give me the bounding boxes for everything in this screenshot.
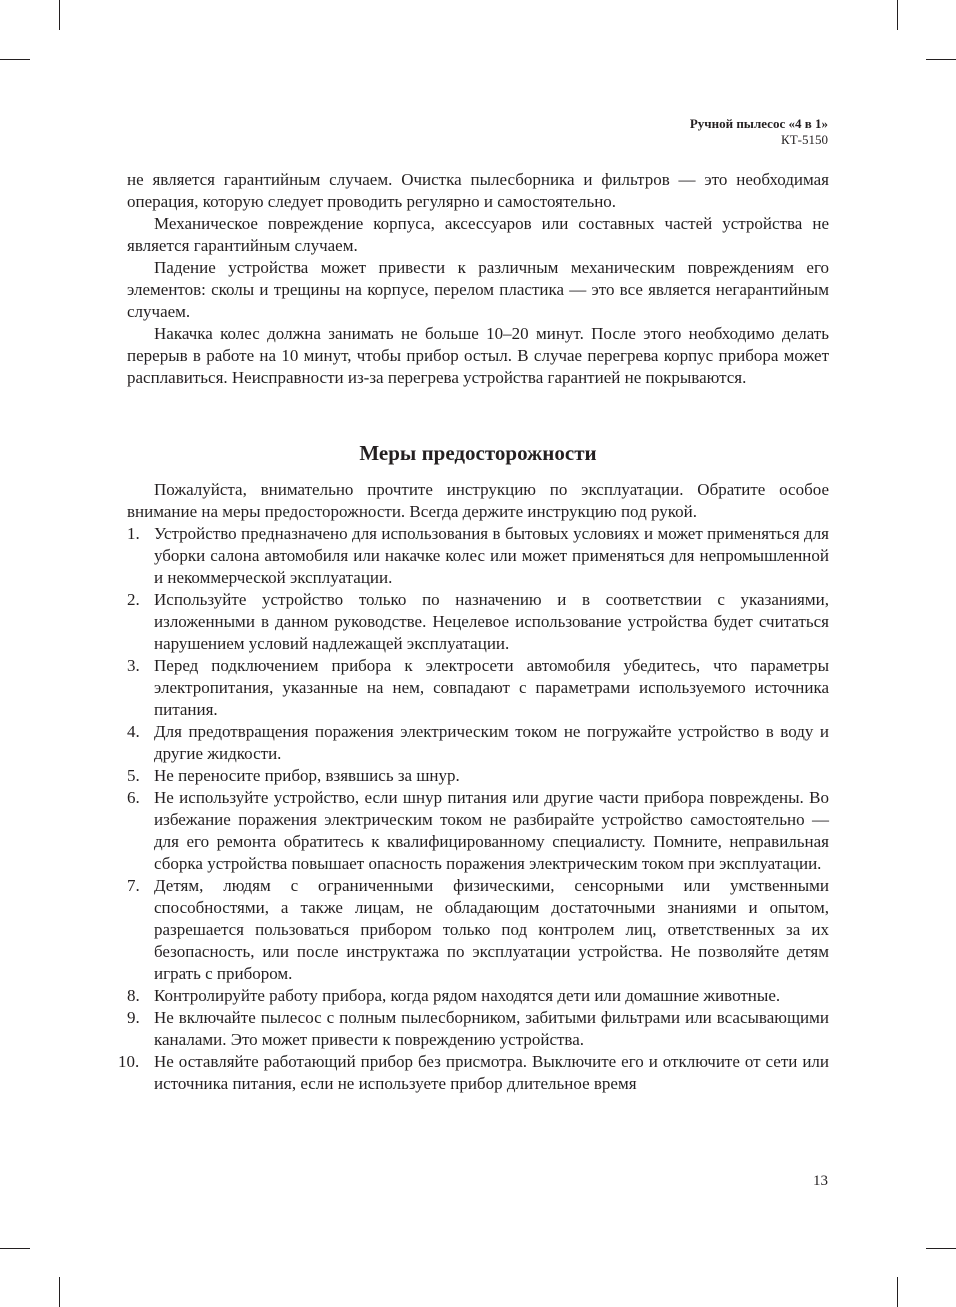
page-body	[118, 169, 829, 1095]
list-item-number: 7.	[127, 876, 140, 895]
list-item-number: 6.	[127, 788, 140, 807]
list-item-text: Перед подключением прибора к электросети автомобиля убедитесь, что параметры электропитания, указанные на нем, совпадают с параметрами используемого источника питания.	[154, 656, 829, 719]
list-item-text: Не используйте устройство, если шнур питания или другие части прибора повреждены. Во избежание поражения электрическим током не разбирайте устройство самостоятельно — для его ремонта обратитесь к квалифицированному специалисту. Помните, неправильная сборка устройства повышает опасность поражения электрическим током при эксплуатации.	[154, 788, 829, 873]
list-item-number: 4.	[127, 722, 140, 741]
list-item	[127, 721, 829, 765]
list-item	[127, 875, 829, 985]
list-item	[127, 1007, 829, 1051]
list-item-text: Устройство предназначено для использования в бытовых условиях и может применяться для уборки салона автомобиля или накачке колес или может применяться для непромышленной и некоммерческой эксплуатации.	[154, 524, 829, 587]
list-item-text: Не включайте пылесос с полным пылесборником, забитыми фильтрами или всасывающими каналами. Это может привести к повреждению устройства.	[154, 1008, 829, 1049]
list-item-text: Не переносите прибор, взявшись за шнур.	[154, 766, 460, 785]
list-item-text: Контролируйте работу прибора, когда рядом находятся дети или домашние животные.	[154, 986, 781, 1005]
intro-paragraph: не является гарантийным случаем. Очистка пылесборника и фильтров — это необходимая операция, которую следует проводить регулярно и самостоятельно.	[127, 170, 829, 211]
section-title: Меры предосторожности	[359, 441, 597, 465]
page-number: 13	[813, 1173, 828, 1189]
list-item-number: 8.	[127, 986, 140, 1005]
intro-paragraph: Механическое повреждение корпуса, аксессуаров или составных частей устройства не является гарантийным случаем.	[127, 214, 829, 255]
running-header	[690, 116, 828, 148]
list-item-text: Используйте устройство только по назначению и в соответствии с указаниями, изложенными в данном руководстве. Нецелевое использование устройства будет считаться нарушением условий надлежащей эксплуатации.	[154, 590, 829, 653]
list-item-number: 3.	[127, 656, 140, 675]
crop-mark	[926, 59, 956, 60]
list-item-number: 10.	[118, 1052, 140, 1071]
list-item-number: 1.	[127, 524, 140, 543]
crop-mark	[0, 1248, 30, 1249]
list-item-text: Детям, людям с ограниченными физическими, сенсорными или умственными способностями, а также лицам, не обладающим достаточными знаниями и опытом, разрешается пользоваться прибором только под контролем лиц, ответственных за их безопасность, или после инструктажа по эксплуатации устройства. Не позволяйте детям играть с прибором.	[154, 876, 829, 983]
list-item-text: Для предотвращения поражения электрическим током не погружайте устройство в воду и другие жидкости.	[154, 722, 829, 763]
list-item	[127, 787, 829, 875]
crop-mark	[897, 0, 898, 30]
list-item-number: 2.	[127, 590, 140, 609]
crop-mark	[0, 59, 30, 60]
header-model: КТ-5150	[781, 132, 828, 147]
list-item-number: 5.	[127, 766, 140, 785]
list-item	[127, 523, 829, 589]
crop-mark	[59, 1277, 60, 1307]
section-lead: Пожалуйста, внимательно прочтите инструкцию по эксплуатации. Обратите особое внимание на меры предосторожности. Всегда держите инструкцию под рукой.	[127, 480, 829, 521]
crop-mark	[59, 0, 60, 30]
list-item	[127, 765, 829, 787]
crop-mark	[926, 1248, 956, 1249]
header-title: Ручной пылесос «4 в 1»	[689, 116, 828, 131]
crop-mark	[897, 1277, 898, 1307]
list-item	[118, 1051, 829, 1095]
list-item	[127, 589, 829, 655]
list-item-text: Не оставляйте работающий прибор без присмотра. Выключите его и отключите от сети или источника питания, если не используете прибор длительное время	[154, 1052, 829, 1093]
list-item-number: 9.	[127, 1008, 140, 1027]
precautions-list	[118, 523, 829, 1095]
intro-paragraph: Падение устройства может привести к различным механическим повреждениям его элементов: сколы и трещины на корпусе, перелом пластика — это все является негарантийным случаем.	[127, 258, 829, 321]
intro-paragraph: Накачка колес должна занимать не больше 10–20 минут. После этого необходимо делать перерыв в работе на 10 минут, чтобы прибор остыл. В случае перегрева корпус прибора может расплавиться. Неисправности из-за перегрева устройства гарантией не покрываются.	[127, 324, 829, 387]
list-item	[127, 985, 829, 1007]
list-item	[127, 655, 829, 721]
